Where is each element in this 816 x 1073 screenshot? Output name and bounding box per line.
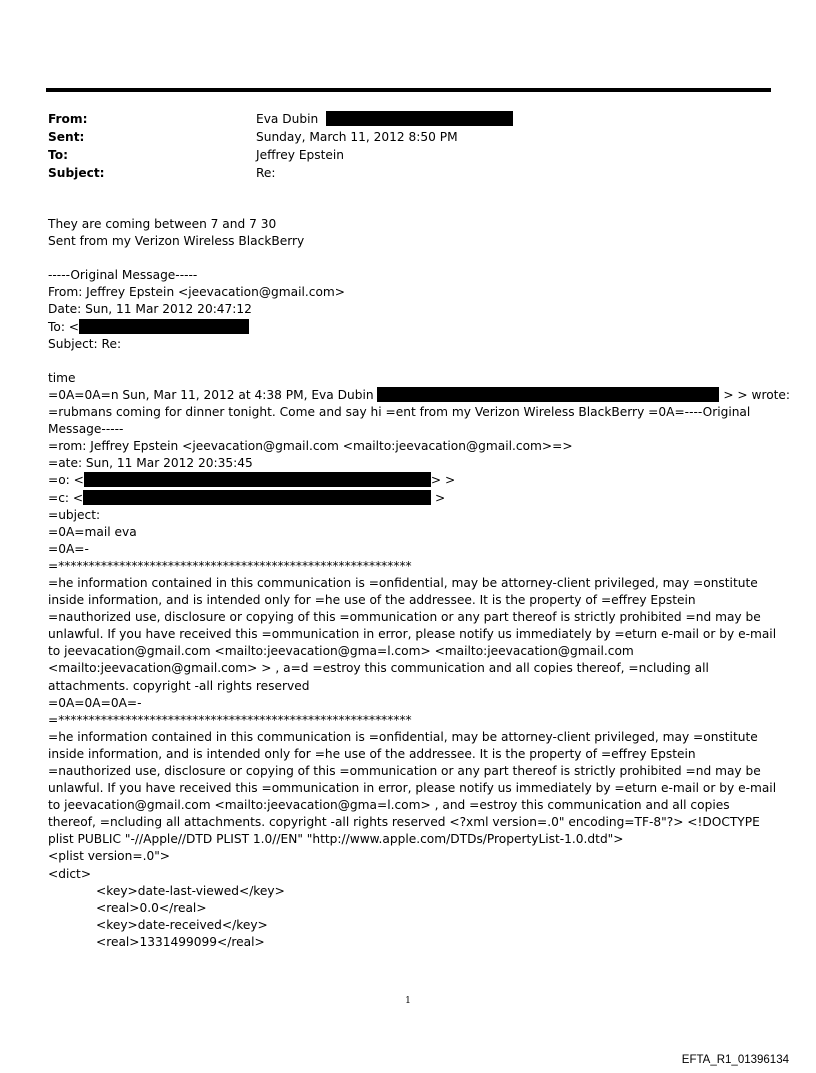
quoted-header: =0A=0A=n Sun, Mar 11, 2012 at 4:38 PM, Eva Dubin xyxy=(48,387,374,402)
o-line: =o: < xyxy=(48,473,84,488)
subject-label: Subject: xyxy=(48,166,105,180)
to-row xyxy=(48,146,513,164)
quoted-header-suffix: > > wrote: xyxy=(723,387,791,402)
original-date: Date: Sun, 11 Mar 2012 20:47:12 xyxy=(48,302,252,317)
c-line: =c: < xyxy=(48,490,84,505)
sent-label: Sent: xyxy=(48,130,85,144)
disclaimer-paragraph: =he information contained in this communication is =onfidential, may be attorney-client privileged, may =onstitute inside information, and is intended only for =he use of the addressee. It is the property of =effrey Epstein =nauthorized use, disclosure or copying of this =ommunication or any part thereof is strictly prohibited =nd may be unlawful. If you have received this =ommunication in error, please notify us immediately by =eturn e-mail or by e-mail to jeevacation@gmail.com <mailto:jeevacation@gma=l.com> <mailto:jeevacation@gmail.com <mailto:jeevacation@gmail.com> > , a=d =estroy this communication and all copies thereof, =ncluding all attachments. copyright -all rights reserved xyxy=(48,575,777,693)
time-line: time xyxy=(48,370,76,385)
disclaimer-paragraph: =he information contained in this communication is =onfidential, may be attorney-client privileged, may =onstitute inside information, and is intended only for =he use of the addressee. It is the property of =effrey Epstein =nauthorized use, disclosure or copying of this =ommunication or any part thereof is strictly prohibited =nd may be unlawful. If you have received this =ommunication in error, please notify us immediately by =eturn e-mail or by e-mail to jeevacation@gmail.com <mailto:jeevacation@gma=l.com> , and =estroy this communication and all copies thereof, =ncluding all attachments. copyright -all rights reserved <?xml version=.0" encoding=TF-8"?> <!DOCTYPE plist PUBLIC "-//Apple//DTD PLIST 1.0//EN" "http://www.apple.com/DTDs/PropertyList-1.0.dtd"> xyxy=(48,729,777,847)
redaction-block xyxy=(326,111,513,126)
oa-triple-line: =0A=0A=0A=- xyxy=(48,695,142,710)
ubject-line: =ubject: xyxy=(48,507,101,522)
dict-open: <dict> xyxy=(48,866,92,881)
plist-line: <real>0.0</real> xyxy=(96,900,207,915)
original-message-marker: -----Original Message----- xyxy=(48,268,198,283)
redaction-block xyxy=(79,319,249,334)
o-line-suffix: > > xyxy=(430,473,456,488)
original-from: From: Jeffrey Epstein <jeevacation@gmail.com> xyxy=(48,285,345,300)
c-line-suffix: > xyxy=(434,490,446,505)
from-value: Eva Dubin xyxy=(256,112,319,126)
subject-value: Re: xyxy=(256,166,276,180)
email-body xyxy=(48,216,791,951)
plist-line: <key>date-last-viewed</key> xyxy=(96,883,285,898)
subject-row xyxy=(48,164,513,182)
reply-line-2: Sent from my Verizon Wireless BlackBerry xyxy=(48,234,305,249)
bates-number: EFTA_R1_01396134 xyxy=(681,1054,789,1066)
from-row xyxy=(48,110,513,128)
redaction-block xyxy=(84,472,431,487)
stars-line: =********************************************************** xyxy=(48,558,412,573)
mail-eva-line: =0A=mail eva xyxy=(48,524,137,539)
redaction-block xyxy=(377,387,719,402)
stars-line: =********************************************************** xyxy=(48,712,412,727)
header-rule xyxy=(46,88,771,92)
plist-open: <plist version=.0"> xyxy=(48,849,171,864)
original-to: To: < xyxy=(48,319,80,334)
sent-row xyxy=(48,128,513,146)
from-label: From: xyxy=(48,112,88,126)
oa-dash-line: =0A=- xyxy=(48,541,89,556)
rubmans-line: =rubmans coming for dinner tonight. Come and say hi =ent from my Verizon Wireless BlackBerry =0A=----Original Message----- xyxy=(48,405,751,437)
rom-line: =rom: Jeffrey Epstein <jeevacation@gmail.com <mailto:jeevacation@gmail.com>=> xyxy=(48,439,573,454)
email-header xyxy=(48,110,513,182)
sent-value: Sunday, March 11, 2012 8:50 PM xyxy=(256,130,458,144)
to-label: To: xyxy=(48,148,68,162)
page-number: 1 xyxy=(405,996,411,1006)
to-value: Jeffrey Epstein xyxy=(256,148,344,162)
reply-line-1: They are coming between 7 and 7 30 xyxy=(48,217,277,231)
plist-line: <key>date-received</key> xyxy=(96,917,268,932)
redaction-block xyxy=(83,490,431,505)
ate-line: =ate: Sun, 11 Mar 2012 20:35:45 xyxy=(48,456,253,471)
original-subject: Subject: Re: xyxy=(48,336,122,351)
plist-line: <real>1331499099</real> xyxy=(96,934,265,949)
